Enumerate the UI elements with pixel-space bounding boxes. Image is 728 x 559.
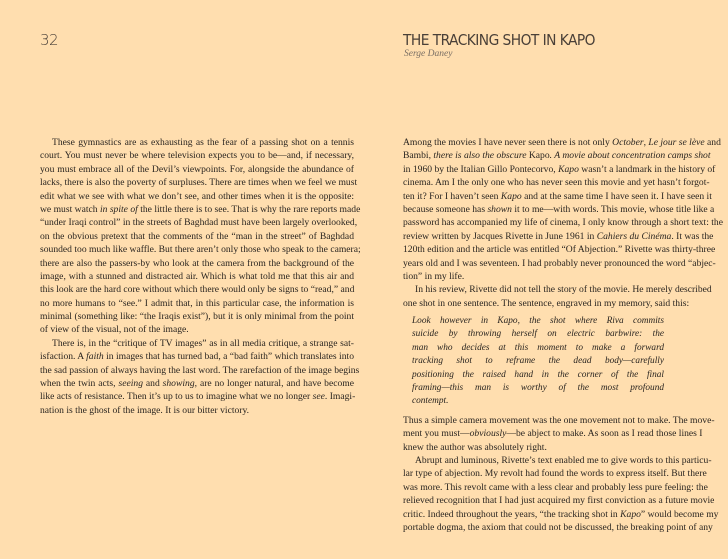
text-segment: Look however in bbox=[412, 316, 498, 327]
text-line: you must embrace all of the Devil’s viewpoints. For, alongside the abundance of bbox=[40, 163, 354, 175]
italic-text: see bbox=[312, 391, 325, 403]
text-line bbox=[403, 190, 712, 203]
text-line: years old and I was seventeen. I had probably never pronounced the word “abjec- bbox=[403, 257, 716, 269]
text-line bbox=[40, 377, 354, 390]
text-line: cinema. Am I the only one who has never seen this movie and yet hasn’t forgot- bbox=[403, 177, 710, 189]
text-segment: it to me—with words. This movie, whose title like a bbox=[511, 203, 715, 215]
text-line bbox=[40, 350, 354, 363]
italic-text: , there is also the obscure bbox=[428, 150, 529, 162]
italic-text: October bbox=[612, 137, 644, 148]
text-line: of view of the visual, not of the image. bbox=[40, 324, 189, 336]
italic-text: Kapo bbox=[500, 190, 522, 202]
text-segment: and bbox=[704, 137, 721, 148]
italic-text: in spite of bbox=[99, 203, 138, 215]
text-segment: we must watch bbox=[40, 203, 100, 215]
text-line: court. You must never be where television expects you to be—and, if necessary, bbox=[40, 150, 354, 162]
text-line: nation is the ghost of the image. It is our bitter victory. bbox=[40, 404, 250, 416]
text-segment: review written by Jacques Rivette in June 1961 in bbox=[403, 230, 597, 242]
text-segment: , are no longer natural, and have become bbox=[194, 378, 354, 390]
text-segment: because someone has bbox=[403, 203, 488, 215]
italic-text: shown bbox=[487, 203, 512, 215]
text-segment: —be abject to make. As soon as I read those lines I bbox=[506, 428, 703, 440]
text-line: was more. This revolt came with a less clear and probably less pure feeling: the bbox=[403, 481, 708, 493]
text-line bbox=[403, 427, 703, 440]
italic-text: showing bbox=[162, 378, 195, 390]
text-segment: . It was the bbox=[671, 230, 714, 242]
text-line: These gymnastics are as exhausting as the fear of a passing shot on a tennis bbox=[52, 137, 354, 148]
italic-text: Kapo bbox=[620, 508, 641, 520]
text-segment: and bbox=[143, 378, 163, 390]
text-line: man who decides at this moment to make a forward bbox=[412, 342, 664, 353]
text-segment: Kapo bbox=[528, 150, 550, 162]
text-line: tion” in my life. bbox=[403, 270, 465, 282]
text-line: image, with a stunned and distracted air. Which is what told me that this air and bbox=[40, 270, 354, 282]
text-segment: , the shot where Riva commits bbox=[517, 316, 664, 327]
text-line bbox=[412, 315, 664, 328]
text-line: the sad passion of always having the last word. The rarefaction of the image begins bbox=[40, 364, 360, 376]
right-column bbox=[403, 136, 723, 534]
block-quote bbox=[403, 315, 664, 409]
text-line bbox=[40, 390, 354, 403]
text-segment: like acts of resistance. Then it’s up to us to imagine what we no longer bbox=[40, 391, 313, 403]
text-line: tracking shot to reframe the dead body—carefully bbox=[412, 356, 664, 367]
text-segment: ” would become my bbox=[640, 508, 719, 520]
text-line: 120th edition and the article was entitled “Of Abjection.” Rivette was thirty-three bbox=[403, 244, 716, 256]
text-line: edit what we see with what we don’t see, and other times when it is the opposite: bbox=[40, 190, 354, 202]
text-line: Abrupt and luminous, Rivette’s text enabled me to give words to this particu- bbox=[415, 454, 712, 466]
text-segment: critic. Indeed throughout the years, “the tracking shot in bbox=[403, 508, 621, 520]
text-segment: Among the movies I have never seen there is not only bbox=[403, 137, 613, 148]
text-line: framing—this man is worthy of the most profound bbox=[412, 383, 664, 394]
italic-text: Le jour se lève bbox=[648, 137, 705, 148]
author-name: Serge Daney bbox=[404, 49, 453, 59]
text-segment: . Imagi- bbox=[324, 391, 356, 403]
text-line: knew the author was absolutely right. bbox=[403, 441, 547, 453]
text-line: Thus a simple camera movement was the one movement not to make. The move- bbox=[403, 414, 715, 426]
italic-text: seeing bbox=[118, 378, 143, 390]
page-number: 32 bbox=[40, 31, 59, 49]
text-line bbox=[403, 230, 714, 243]
text-line: minimal (something like: “the Iraqis exist”), but it is only minimal from the point bbox=[40, 311, 354, 323]
italic-text: obviously bbox=[469, 428, 507, 440]
chapter-title: THE TRACKING SHOT IN KAPO bbox=[403, 31, 595, 49]
text-segment: in 1960 by the Italian Gillo Pontecorvo, bbox=[403, 163, 559, 175]
text-line: sounded too much like waffle. But there aren’t only those who speak to the camera; bbox=[40, 244, 361, 256]
italic-text: . A movie about concentration camps shot bbox=[549, 150, 711, 162]
left-column bbox=[40, 136, 361, 417]
text-line: positioning the raised hand in the corner of the final bbox=[412, 369, 664, 380]
text-line: lacks, there is also the poverty of surpluses. There are times when we feel we must bbox=[40, 177, 358, 189]
text-segment: ten it? For I haven’t seen bbox=[403, 190, 501, 202]
text-line: on the obvious pretext that the comments of the “man in the street” of Baghdad bbox=[40, 230, 354, 242]
text-line: this look are the hard core without which there would only be signs to “read,” and bbox=[40, 284, 355, 296]
text-segment: and at the same time I have seen it. I have seen it bbox=[521, 190, 712, 202]
italic-text: Kapo bbox=[558, 163, 579, 175]
text-segment: Bambi bbox=[403, 150, 429, 162]
text-line bbox=[403, 163, 716, 176]
text-line bbox=[403, 203, 715, 216]
italic-text: Kapo bbox=[497, 316, 518, 327]
italic-text: faith bbox=[86, 351, 104, 363]
text-segment: , bbox=[643, 137, 649, 148]
text-line: password has accompanied my life of cinema, I only know through a short text: the bbox=[403, 217, 723, 229]
text-line: relieved recognition that I had just acquired my first conviction as a future movie bbox=[403, 495, 715, 507]
text-segment: in images that has turned bad, a “bad faith” which translates into bbox=[103, 351, 354, 363]
text-line bbox=[403, 149, 711, 162]
text-line: suicide by throwing herself on electric barbwire: the bbox=[412, 329, 664, 340]
text-line: There is, in the “critique of TV images” as in all media critique, a strange sat- bbox=[52, 337, 354, 349]
text-segment: when the twin acts, bbox=[40, 378, 119, 390]
text-line: portable dogma, the axiom that could not be discussed, the breaking point of any bbox=[403, 521, 713, 533]
text-line: contempt. bbox=[412, 396, 449, 407]
text-line: there are also the passers-by who look at the camera from the background of the bbox=[40, 257, 354, 269]
text-segment: ment you must— bbox=[403, 428, 470, 440]
text-line bbox=[403, 508, 719, 521]
text-line: one shot in one sentence. The sentence, engraved in my memory, said this: bbox=[403, 297, 690, 309]
text-segment: isfaction. A bbox=[40, 351, 87, 363]
text-line: “under Iraqi control” in the streets of Baghdad must have been largely overlooked, bbox=[40, 217, 358, 229]
text-line bbox=[403, 136, 721, 149]
italic-text: Cahiers du Cinéma bbox=[596, 230, 672, 242]
text-segment: wasn’t a landmark in the history of bbox=[578, 163, 716, 175]
text-line bbox=[40, 203, 361, 216]
text-line: In his review, Rivette did not tell the story of the movie. He merely described bbox=[415, 284, 712, 296]
text-line: no more humans to “see.” I admit that, in this particular case, the information is bbox=[40, 297, 354, 309]
text-segment: the little there is to see. That is why the rare reports made bbox=[137, 203, 361, 215]
text-line: lar type of abjection. My revolt had found the words to express itself. But there bbox=[403, 468, 707, 480]
